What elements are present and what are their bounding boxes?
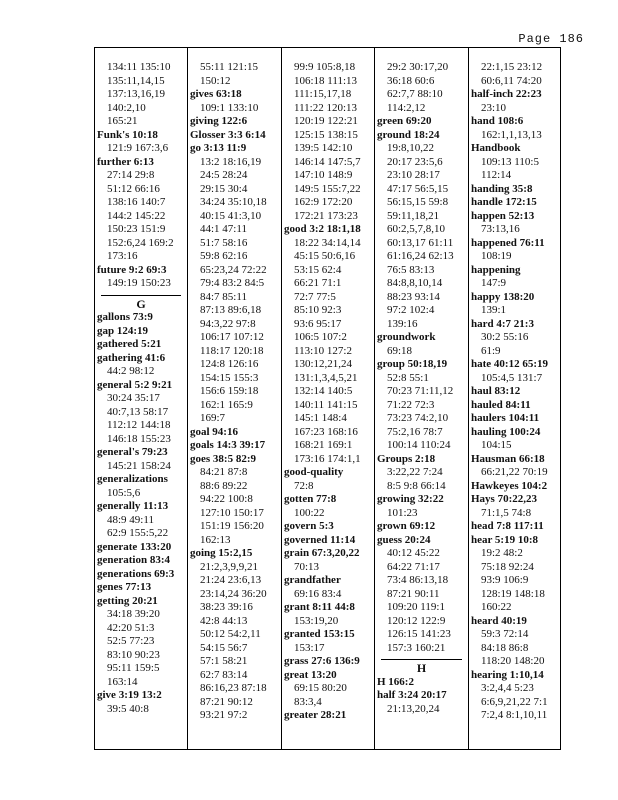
index-continuation: 172:21 173:23 [294,209,358,222]
index-continuation: 34:24 35:10,18 [200,196,267,208]
index-continuation: 24:5 28:24 [200,169,248,181]
index-continuation: 111:15,17,18 [294,88,352,100]
index-continuation: 149:19 150:23 [107,277,171,289]
index-continuation: 60:13,17 61:11 [387,236,454,249]
index-continuation: 85:10 92:3 [294,304,342,316]
index-continuation: 168:21 169:1 [294,439,353,451]
index-continuation: 109:13 110:5 [481,155,539,168]
index-entry: generation 83:4 [97,554,171,566]
index-continuation: 83:10 90:23 [107,648,160,661]
index-continuation: 94:3,22 97:8 [200,317,256,330]
section-divider [101,295,181,296]
index-continuation: 150:12 [200,74,231,87]
index-continuation: 65:23,24 72:22 [200,263,267,276]
section-letter: G [136,297,146,311]
index-entry: H 166:2 [377,675,414,688]
index-continuation: 71:22 72:3 [387,398,435,411]
index-continuation: 139:1 [481,304,507,316]
index-continuation: 30:24 35:17 [107,392,160,404]
index-continuation: 108:19 [481,250,512,262]
index-entry: Handbook [471,142,521,154]
index-continuation: 149:5 155:7,22 [294,182,361,195]
index-continuation: 118:17 120:18 [200,344,264,357]
index-entry: goals 14:3 39:17 [190,439,266,451]
index-entry: Hays 70:22,23 [471,493,537,505]
index-entry: haul 83:12 [471,385,521,397]
index-entry: good 3:2 18:1,18 [284,223,361,235]
index-continuation: 61:16,24 62:13 [387,250,454,262]
index-continuation: 93:6 95:17 [294,317,342,330]
index-entry: happen 52:13 [471,209,535,222]
index-continuation: 44:1 47:11 [200,223,247,235]
index-entry: go 3:13 11:9 [190,142,247,154]
index-continuation: 60:2,5,7,8,10 [387,223,446,235]
index-continuation: 113:10 127:2 [294,344,352,357]
index-entry: hauling 100:24 [471,425,541,438]
index-entry: general's 79:23 [97,446,168,458]
index-continuation: 75:18 92:24 [481,560,534,573]
index-continuation: 84:18 86:8 [481,641,529,654]
index-entry: grant 8:11 44:8 [284,601,355,613]
index-continuation: 157:3 160:21 [387,641,446,654]
index-entry: handing 35:8 [471,182,533,195]
index-continuation: 146:18 155:23 [107,432,171,445]
index-continuation: 3:2,4,4 5:23 [481,682,534,694]
index-continuation: 84:8,8,10,14 [387,277,443,289]
index-entry: handle 172:15 [471,196,537,208]
index-continuation: 42:20 51:3 [107,621,155,634]
index-entry: further 6:13 [97,155,154,168]
index-entry: future 9:2 69:3 [97,263,167,276]
index-entry: gap 124:19 [97,324,149,337]
index-continuation: 109:1 133:10 [200,101,259,114]
index-continuation: 88:6 89:22 [200,479,248,492]
index-continuation: 62:9 155:5,22 [107,527,169,539]
index-continuation: 167:23 168:16 [294,425,358,438]
index-continuation: 145:1 148:4 [294,412,347,424]
index-entry: hear 5:19 10:8 [471,533,539,546]
index-continuation: 173:16 [107,250,138,262]
index-entry: great 13:20 [284,668,337,681]
index-continuation: 30:2 55:16 [481,331,529,343]
index-entry: gallons 73:9 [97,311,153,323]
index-entry: ground 18:24 [377,128,440,141]
index-entry: generally 11:13 [97,500,169,512]
index-continuation: 21:13,20,24 [387,702,440,715]
index-continuation: 88:23 93:14 [387,290,440,303]
index-continuation: 79:4 83:2 84:5 [200,277,265,289]
index-entry: Hawkeyes 104:2 [471,479,548,492]
index-continuation: 160:22 [481,601,512,613]
index-continuation: 18:22 34:14,14 [294,236,361,249]
index-continuation: 124:8 126:16 [200,358,259,370]
index-continuation: 84:7 85:11 [200,290,247,303]
index-entry: good-quality [284,466,344,478]
index-entry: greater 28:21 [284,709,347,721]
page-number: Page 186 [518,32,584,46]
index-column-2 [187,48,281,749]
index-continuation: 57:1 58:21 [200,655,248,667]
index-continuation: 150:23 151:9 [107,223,166,235]
index-continuation: 130:12,21,24 [294,358,353,370]
index-continuation: 45:15 50:6,16 [294,250,356,262]
index-entry: gathering 41:6 [97,351,166,364]
index-continuation: 73:13,16 [481,223,520,235]
index-entry: governed 11:14 [284,533,356,546]
index-continuation: 55:11 121:15 [200,61,258,73]
index-continuation: 106:17 107:12 [200,331,264,343]
index-continuation: 21:24 23:6,13 [200,574,262,586]
index-continuation: 87:21 90:12 [200,695,253,708]
index-continuation: 100:22 [294,506,325,519]
index-continuation: 153:19,20 [294,614,339,627]
index-continuation: 84:21 87:8 [200,466,248,478]
index-continuation: 147:9 [481,277,507,289]
index-entry: guess 20:24 [377,533,431,546]
index-continuation: 53:15 62:4 [294,263,342,276]
index-continuation: 111:22 120:13 [294,101,358,114]
index-entry: goal 94:16 [190,425,238,438]
index-continuation: 44:2 98:12 [107,365,155,377]
index-continuation: 13:2 18:16,19 [200,155,262,168]
index-column-5 [468,48,562,749]
index-continuation: 75:2,16 78:7 [387,425,443,438]
index-continuation: 99:9 105:8,18 [294,61,356,73]
index-table [94,47,561,750]
index-continuation: 76:5 83:13 [387,263,435,276]
index-continuation: 121:9 167:3,6 [107,142,169,154]
index-continuation: 154:15 155:3 [200,371,259,384]
index-continuation: 169:7 [200,412,226,424]
index-continuation: 20:17 23:5,6 [387,155,443,168]
index-continuation: 3:22,22 7:24 [387,466,443,478]
index-continuation: 145:21 158:24 [107,459,171,472]
index-entry: hand 108:6 [471,115,524,127]
index-continuation: 101:23 [387,506,418,519]
index-column-3 [281,48,374,749]
index-entry: grass 27:6 136:9 [284,655,360,667]
index-entry: group 50:18,19 [377,358,448,370]
index-continuation: 135:11,14,15 [107,74,165,87]
index-continuation: 47:17 56:5,15 [387,182,449,195]
index-continuation: 100:14 110:24 [387,439,451,451]
index-continuation: 27:14 29:8 [107,169,155,181]
index-continuation: 163:14 [107,675,138,688]
index-continuation: 72:8 [294,479,314,492]
index-continuation: 59:11,18,21 [387,209,440,222]
index-continuation: 126:15 141:23 [387,628,451,640]
index-continuation: 120:19 122:21 [294,115,358,127]
index-entry: grandfather [284,574,341,586]
index-continuation: 66:21,22 70:19 [481,466,548,478]
index-continuation: 132:14 140:5 [294,385,353,397]
index-continuation: 42:8 44:13 [200,614,248,627]
index-continuation: 125:15 138:15 [294,128,358,141]
index-entry: getting 20:21 [97,594,158,607]
index-continuation: 162:1,1,13,13 [481,128,542,141]
index-continuation: 69:16 83:4 [294,587,342,600]
index-continuation: 152:6,24 169:2 [107,236,174,249]
index-continuation: 64:22 71:17 [387,560,440,573]
index-entry: green 69:20 [377,115,432,127]
index-continuation: 83:3,4 [294,695,322,708]
index-continuation: 19:8,10,22 [387,142,435,154]
index-continuation: 162:1 165:9 [200,398,253,411]
index-continuation: 23:10 [481,101,507,114]
index-continuation: 147:10 148:9 [294,169,353,181]
index-continuation: 71:1,5 74:8 [481,506,532,519]
index-entry: hearing 1:10,14 [471,668,544,681]
index-continuation: 51:12 66:16 [107,182,160,195]
index-continuation: 140:2,10 [107,101,146,114]
index-continuation: 8:5 9:8 66:14 [387,479,446,492]
index-continuation: 50:12 54:2,11 [200,628,261,640]
index-continuation: 39:5 40:8 [107,702,149,715]
index-continuation: 70:13 [294,560,320,573]
index-entry: gotten 77:8 [284,493,337,505]
index-continuation: 72:7 77:5 [294,290,336,303]
index-continuation: 97:2 102:4 [387,304,435,316]
index-continuation: 105:4,5 131:7 [481,371,543,384]
index-entry: grown 69:12 [377,520,436,532]
index-continuation: 23:14,24 36:20 [200,587,267,600]
index-continuation: 151:19 156:20 [200,520,264,532]
index-continuation: 59:8 62:16 [200,250,248,262]
index-continuation: 94:22 100:8 [200,493,253,505]
index-continuation: 69:18 [387,344,413,357]
index-entry: generate 133:20 [97,540,172,553]
index-continuation: 52:5 77:23 [107,635,155,647]
index-continuation: 22:1,15 23:12 [481,61,543,73]
index-entry: haulers 104:11 [471,412,540,424]
index-continuation: 162:13 [200,533,231,546]
index-continuation: 69:15 80:20 [294,682,347,694]
index-continuation: 19:2 48:2 [481,547,523,559]
index-continuation: 40:15 41:3,10 [200,209,262,222]
index-entry: growing 32:22 [377,493,444,505]
index-continuation: 40:7,13 58:17 [107,405,169,418]
index-continuation: 112:12 144:18 [107,419,171,431]
index-continuation: 86:16,23 87:18 [200,682,267,694]
index-continuation: 61:9 [481,344,501,357]
index-entry: groundwork [377,331,436,343]
index-continuation: 62:7 83:14 [200,668,248,681]
index-continuation: 93:21 97:2 [200,709,248,721]
index-entry: give 3:19 13:2 [97,689,162,701]
index-continuation: 29:2 30:17,20 [387,61,449,73]
index-entry: going 15:2,15 [190,547,253,559]
index-entry: happening [471,263,521,276]
index-continuation: 139:5 142:10 [294,142,353,154]
index-entry: general 5:2 9:21 [97,378,173,391]
index-continuation: 6:6,9,21,22 7:1 [481,695,548,708]
index-continuation: 173:16 174:1,1 [294,452,361,465]
index-entry: Glosser 3:3 6:14 [190,128,266,141]
index-continuation: 128:19 148:18 [481,587,545,600]
index-continuation: 104:15 [481,439,512,451]
index-continuation: 120:12 122:9 [387,614,446,627]
index-continuation: 95:11 159:5 [107,662,160,674]
index-continuation: 137:13,16,19 [107,88,166,100]
index-continuation: 87:21 90:11 [387,587,440,600]
index-column-4 [374,48,468,749]
index-entry: hate 40:12 65:19 [471,358,548,370]
index-entry: Hausman 66:18 [471,452,545,465]
index-entry: half 3:24 20:17 [377,689,447,701]
index-continuation: 36:18 60:6 [387,74,435,87]
index-entry: happened 76:11 [471,236,545,249]
index-continuation: 40:12 45:22 [387,547,440,559]
index-entry: generations 69:3 [97,567,175,580]
index-continuation: 29:15 30:4 [200,182,248,195]
index-continuation: 138:16 140:7 [107,196,166,208]
index-continuation: 156:6 159:18 [200,385,259,397]
index-column-1 [95,48,187,749]
index-continuation: 51:7 58:16 [200,236,248,249]
index-continuation: 109:20 119:1 [387,601,445,613]
index-continuation: 106:18 111:13 [294,74,358,87]
index-entry: hard 4:7 21:3 [471,317,534,330]
index-continuation: 140:11 141:15 [294,398,358,411]
index-continuation: 153:17 [294,641,325,654]
index-continuation: 165:21 [107,115,138,127]
index-continuation: 131:1,3,4,5,21 [294,371,358,384]
index-continuation: 105:5,6 [107,486,141,499]
index-entry: govern 5:3 [284,520,334,532]
index-entry: granted 153:15 [284,628,355,640]
index-entry: heard 40:19 [471,614,527,627]
index-continuation: 34:18 39:20 [107,608,160,620]
index-entry: half-inch 22:23 [471,88,542,100]
index-entry: grain 67:3,20,22 [284,547,360,559]
index-continuation: 62:7,7 88:10 [387,88,443,100]
index-entry: hauled 84:11 [471,398,531,411]
index-continuation: 59:3 72:14 [481,628,529,640]
index-continuation: 112:14 [481,169,512,181]
section-letter: H [416,662,427,675]
index-entry: Groups 2:18 [377,452,436,465]
index-continuation: 70:23 71:11,12 [387,385,454,397]
index-entry: happy 138:20 [471,290,535,303]
index-continuation: 60:6,11 74:20 [481,74,542,87]
index-continuation: 134:11 135:10 [107,61,171,73]
index-continuation: 21:2,3,9,9,21 [200,560,259,573]
index-continuation: 66:21 71:1 [294,277,342,289]
index-entry: gathered 5:21 [97,338,162,350]
index-continuation: 162:9 172:20 [294,196,353,208]
index-continuation: 146:14 147:5,7 [294,155,361,168]
index-entry: Funk's 10:18 [97,128,158,141]
index-continuation: 106:5 107:2 [294,331,347,343]
index-continuation: 118:20 148:20 [481,655,545,667]
index-entry: generalizations [97,473,168,485]
index-continuation: 7:2,4 8:1,10,11 [481,709,548,721]
index-continuation: 114:2,12 [387,101,426,114]
index-continuation: 54:15 56:7 [200,641,248,654]
index-continuation: 73:23 74:2,10 [387,412,449,424]
index-continuation: 56:15,15 59:8 [387,196,449,208]
index-continuation: 48:9 49:11 [107,513,154,526]
index-entry: goes 38:5 82:9 [190,452,256,465]
index-continuation: 93:9 106:9 [481,574,529,586]
index-entry: gives 63:18 [190,88,242,100]
section-divider [381,659,462,660]
index-continuation: 87:13 89:6,18 [200,304,262,316]
index-continuation: 127:10 150:17 [200,506,264,519]
index-entry: genes 77:13 [97,581,152,593]
index-continuation: 23:10 28:17 [387,169,440,181]
index-entry: giving 122:6 [190,115,248,127]
index-continuation: 38:23 39:16 [200,601,253,613]
index-continuation: 73:4 86:13,18 [387,574,449,586]
index-continuation: 139:16 [387,317,418,330]
index-continuation: 52:8 55:1 [387,371,429,384]
index-continuation: 144:2 145:22 [107,209,166,222]
index-entry: head 7:8 117:11 [471,520,544,532]
